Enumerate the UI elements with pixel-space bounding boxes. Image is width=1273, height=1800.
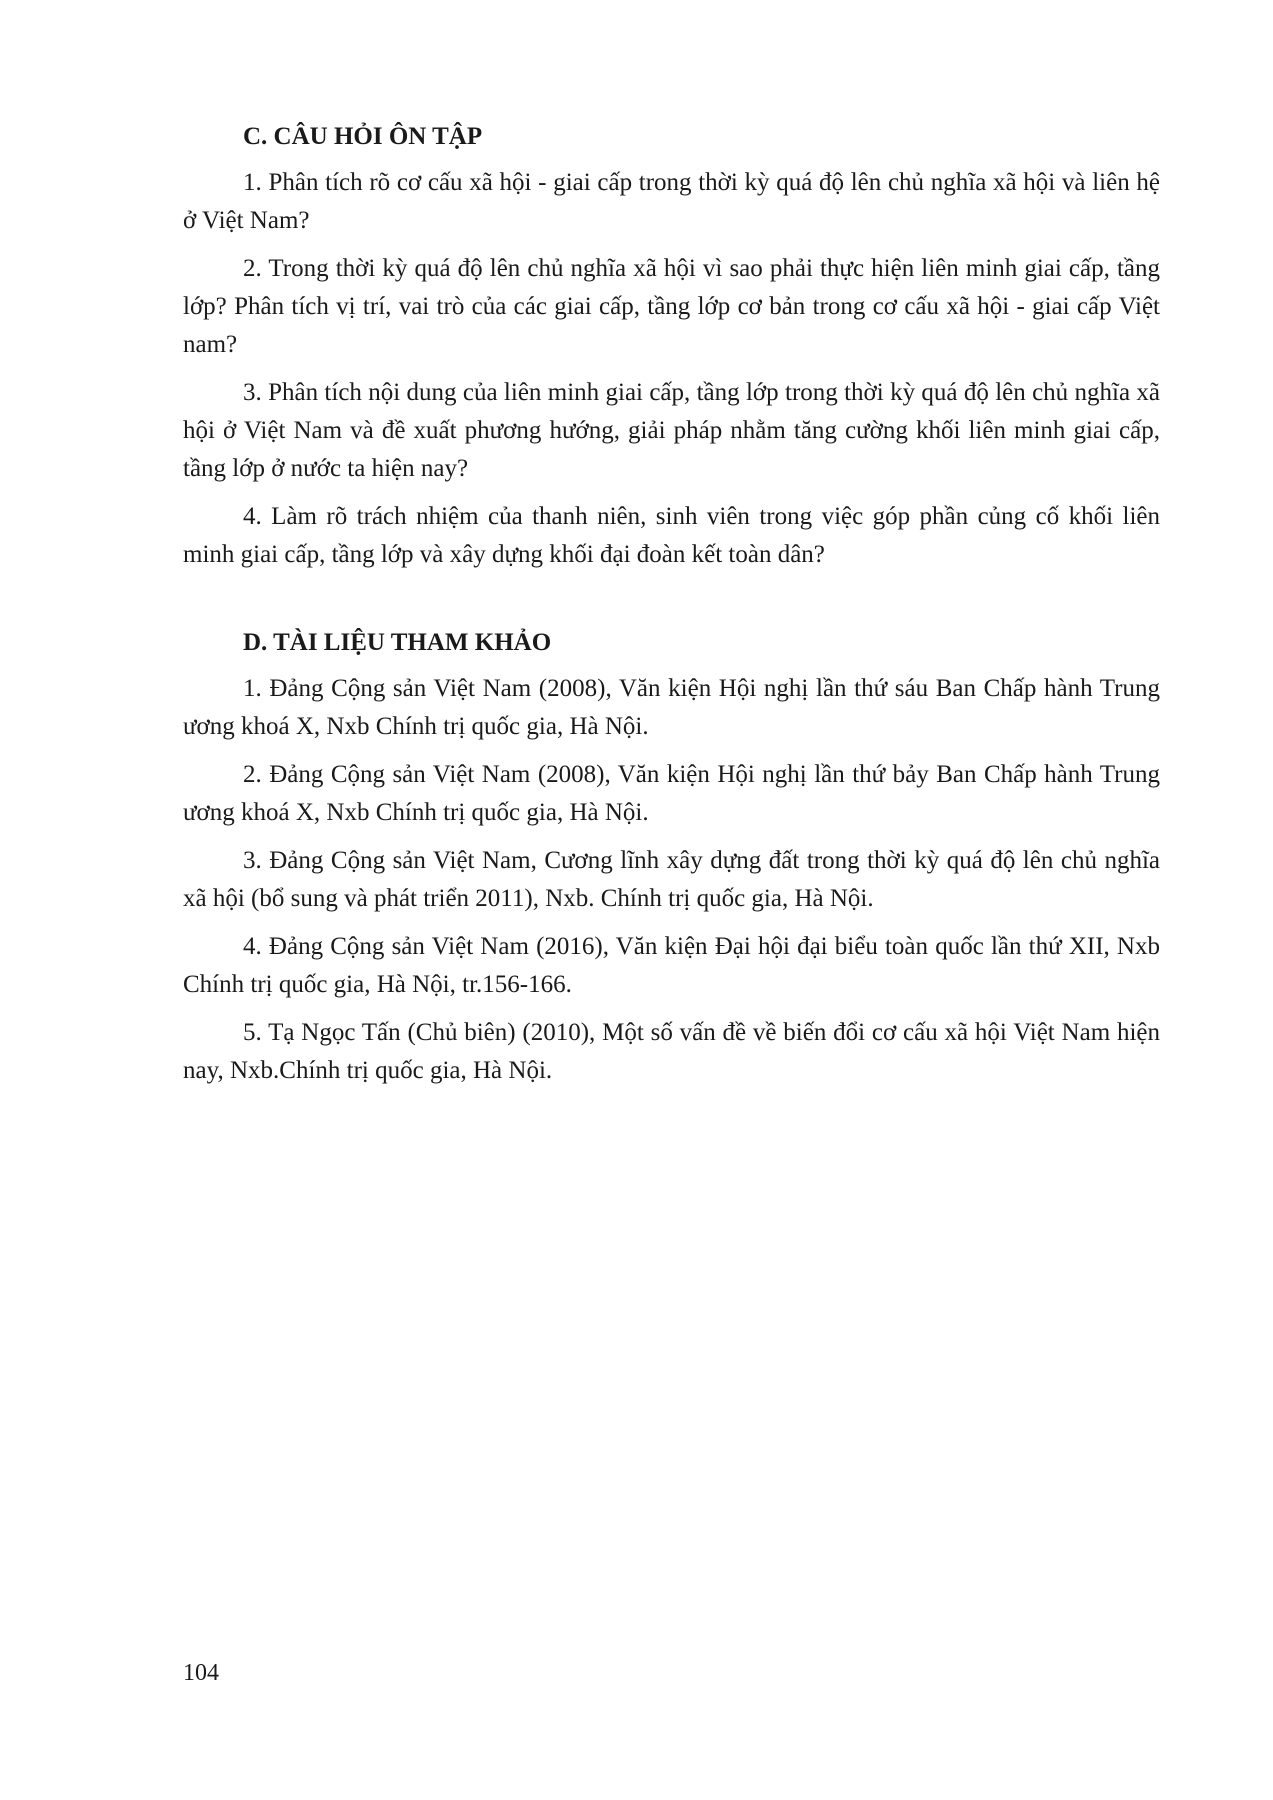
references-section [183, 624, 1160, 1090]
section-heading: D. TÀI LIỆU THAM KHẢO [243, 629, 552, 656]
reference-item: 4. Đảng Cộng sản Việt Nam (2016), Văn kiện Đại hội đại biểu toàn quốc lần thứ XII, Nxb Chính trị quốc gia, Hà Nội, tr.156-166. [183, 933, 1160, 998]
reference-item: 5. Tạ Ngọc Tấn (Chủ biên) (2010), Một số vấn đề về biến đổi cơ cấu xã hội Việt Nam hiện nay, Nxb.Chính trị quốc gia, Hà Nội. [183, 1019, 1160, 1084]
question-item: 2. Trong thời kỳ quá độ lên chủ nghĩa xã hội vì sao phải thực hiện liên minh giai cấp, tầng lớp? Phân tích vị trí, vai trò của các giai cấp, tầng lớp cơ bản trong cơ cấu xã hội - giai cấp Việt nam? [183, 255, 1160, 358]
question-item: 4. Làm rõ trách nhiệm của thanh niên, sinh viên trong việc góp phần củng cố khối liên minh giai cấp, tầng lớp và xây dựng khối đại đoàn kết toàn dân? [183, 503, 1160, 568]
section-heading: C. CÂU HỎI ÔN TẬP [243, 123, 483, 150]
page-content [183, 118, 1160, 1100]
section-spacer [183, 584, 1160, 624]
question-item: 3. Phân tích nội dung của liên minh giai cấp, tầng lớp trong thời kỳ quá độ lên chủ nghĩa xã hội ở Việt Nam và đề xuất phương hướng, giải pháp nhằm tăng cường khối liên minh giai cấp, tầng lớp ở nước ta hiện nay? [183, 379, 1160, 482]
review-questions-section [183, 118, 1160, 574]
reference-item: 3. Đảng Cộng sản Việt Nam, Cương lĩnh xây dựng đất trong thời kỳ quá độ lên chủ nghĩa xã hội (bổ sung và phát triển 2011), Nxb. Chính trị quốc gia, Hà Nội. [183, 847, 1160, 912]
reference-item: 1. Đảng Cộng sản Việt Nam (2008), Văn kiện Hội nghị lần thứ sáu Ban Chấp hành Trung ương khoá X, Nxb Chính trị quốc gia, Hà Nội. [183, 675, 1160, 740]
reference-item: 2. Đảng Cộng sản Việt Nam (2008), Văn kiện Hội nghị lần thứ bảy Ban Chấp hành Trung ương khoá X, Nxb Chính trị quốc gia, Hà Nội. [183, 761, 1160, 826]
question-item: 1. Phân tích rõ cơ cấu xã hội - giai cấp trong thời kỳ quá độ lên chủ nghĩa xã hội và liên hệ ở Việt Nam? [183, 169, 1160, 234]
page-number: 104 [183, 1660, 219, 1686]
